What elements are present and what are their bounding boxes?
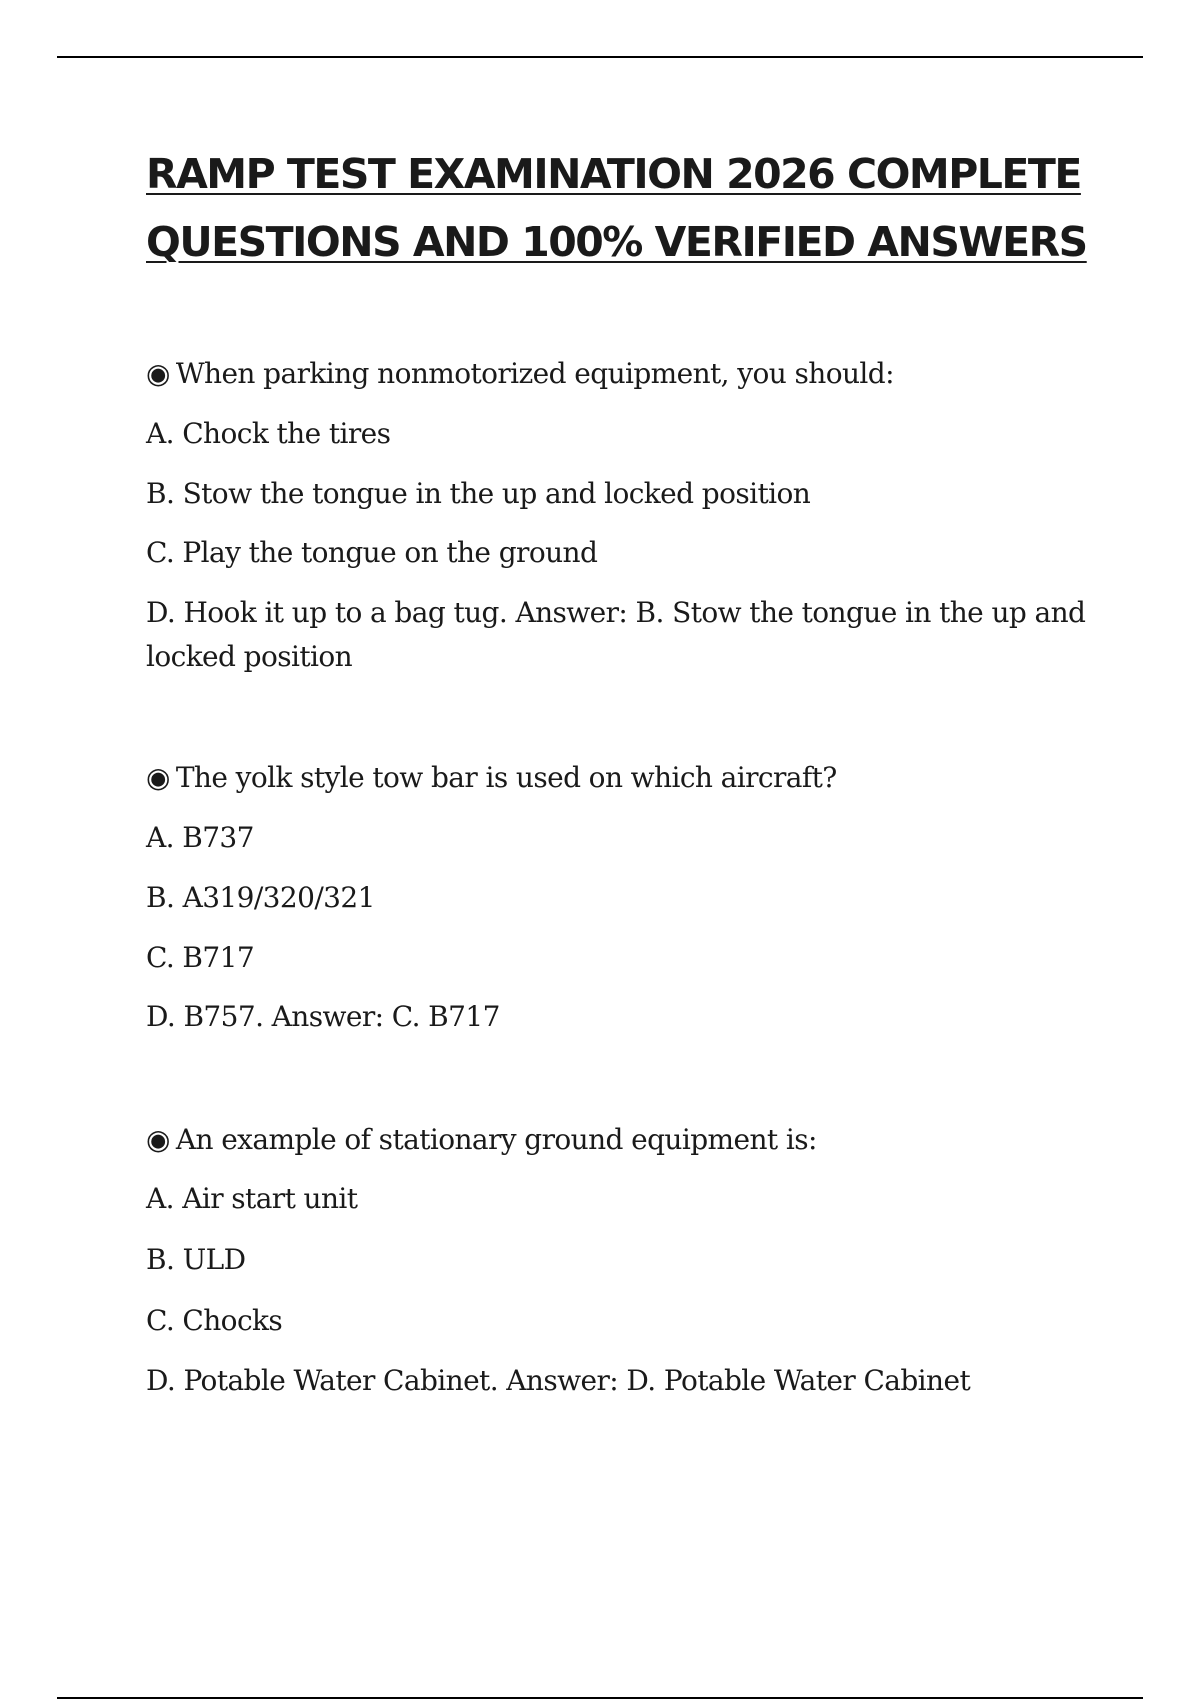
question-1-option-d: D. Hook it up to a bag tug. Answer: B. Stow the tongue in the up and locked position [146, 596, 1086, 673]
question-3 [146, 1118, 1086, 1162]
radio-bullet-icon: ◉ [146, 761, 170, 794]
document-title [146, 140, 1146, 276]
question-3-option-d: D. Potable Water Cabinet. Answer: D. Potable Water Cabinet [146, 1364, 971, 1397]
radio-bullet-icon: ◉ [146, 357, 170, 390]
title-line-1: RAMP TEST EXAMINATION 2026 COMPLETE [146, 150, 1081, 198]
question-3-option-c: C. Chocks [146, 1304, 283, 1337]
question-1 [146, 352, 1086, 396]
question-1-option-a: A. Chock the tires [146, 417, 391, 450]
question-2-option-d: D. B757. Answer: C. B717 [146, 1000, 500, 1033]
question-3-option-b: B. ULD [146, 1243, 246, 1276]
question-2-text: The yolk style tow bar is used on which aircraft? [175, 761, 837, 794]
question-3-text: An example of stationary ground equipment is: [175, 1123, 817, 1156]
question-2-option-a: A. B737 [146, 821, 254, 854]
question-1-text: When parking nonmotorized equipment, you should: [175, 357, 894, 390]
radio-bullet-icon: ◉ [146, 1123, 170, 1156]
question-2-option-c: C. B717 [146, 941, 255, 974]
question-1-option-b: B. Stow the tongue in the up and locked position [146, 477, 811, 510]
question-1-option-c: C. Play the tongue on the ground [146, 536, 598, 569]
question-3-option-a: A. Air start unit [146, 1182, 358, 1215]
title-line-2: QUESTIONS AND 100% VERIFIED ANSWERS [146, 218, 1087, 266]
question-2 [146, 756, 1086, 800]
top-rule [57, 56, 1143, 58]
bottom-rule [57, 1697, 1143, 1699]
question-2-option-b: B. A319/320/321 [146, 881, 375, 914]
